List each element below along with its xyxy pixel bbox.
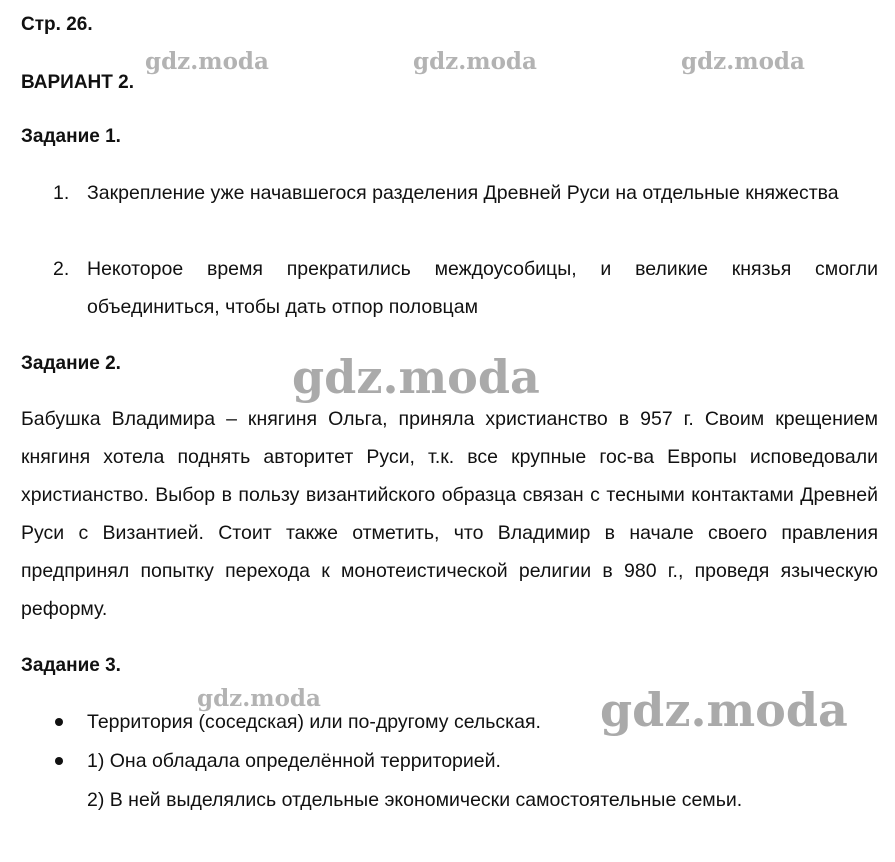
list-item-text: Закрепление уже начавшегося разделения Древней Руси на отдельные княжества xyxy=(87,182,839,204)
sub-item-text: 2) В ней выделялись отдельные экономически самостоятельные семьи. xyxy=(87,789,743,811)
list-item-text: 1) Она обладала определённой территорией. xyxy=(87,750,501,772)
list-item-text: Некоторое время прекратились междоусобицы, и великие князья смогли объединиться, чтобы дать отпор половцам xyxy=(87,258,878,318)
page-reference: Стр. 26. xyxy=(21,14,93,35)
watermark-logo: gdz.moda xyxy=(600,683,848,737)
bullet-icon xyxy=(55,757,63,765)
watermark-logo: gdz.moda xyxy=(145,48,269,75)
watermark-logo: gdz.moda xyxy=(413,48,537,75)
bullet-icon xyxy=(55,718,63,726)
list-item-number: 2. xyxy=(53,258,70,280)
list-item-text: Территория (соседская) или по-другому сельская. xyxy=(87,711,541,733)
watermark-logo: gdz.moda xyxy=(681,48,805,75)
list-item xyxy=(53,174,878,212)
task1-heading: Задание 1. xyxy=(21,126,121,147)
watermark-logo: gdz.moda xyxy=(292,350,540,404)
task3-heading: Задание 3. xyxy=(21,655,121,676)
list-item xyxy=(53,742,878,780)
list-item xyxy=(53,250,878,326)
task2-paragraph xyxy=(21,400,878,628)
task2-heading: Задание 2. xyxy=(21,353,121,374)
list-item-number: 1. xyxy=(53,182,70,204)
watermark-logo: gdz.moda xyxy=(197,685,321,712)
variant-heading: ВАРИАНТ 2. xyxy=(21,72,134,93)
task2-text: Бабушка Владимира – княгиня Ольга, приняла христианство в 957 г. Своим крещением княгиня хотела поднять авторитет Руси, т.к. все крупные гос-ва Европы исповедовали христианство. Выбор в пользу византийского образца связан с тесными контактами Древней Руси с Византией. Стоит также отметить, что Владимир в начале своего правления предпринял попытку перехода к монотеистической религии в 980 г., проведя языческую реформу. xyxy=(21,408,878,620)
